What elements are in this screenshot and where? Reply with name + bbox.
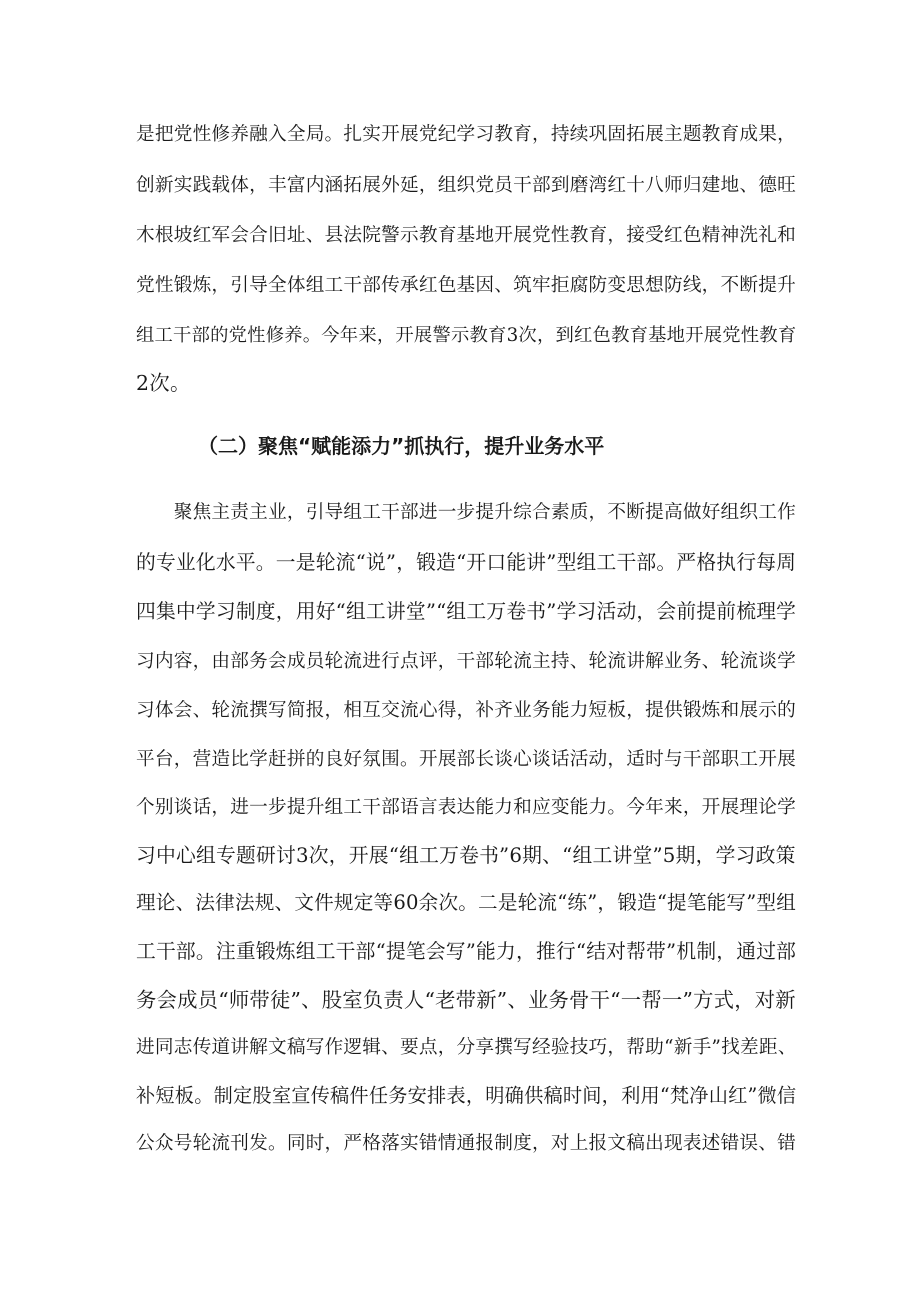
paragraph-1-line: 是把党性修养融入全局。扎实开展党纪学习教育，持续巩固拓展主题教育成果，: [136, 124, 796, 145]
paragraph-2-line: 务会成员“师带徒”、股室负责人“老带新”、业务骨干“一帮一”方式，对新: [136, 988, 796, 1012]
paragraph-2-line: 工干部。注重锻炼组工干部“提笔会写”能力，推行“结对帮带”机制，通过部: [136, 940, 797, 963]
paragraph-2-line: 四集中学习制度，用好“组工讲堂”“组工万卷书”学习活动，会前提前梳理学: [136, 600, 797, 623]
paragraph-1-line: 党性锻炼，引导全体组工干部传承红色基因、筑牢拒腐防变思想防线，不断提升: [136, 275, 796, 296]
paragraph-2-line: 平台，营造比学赶拼的良好氛围。开展部长谈心谈话活动，适时与干部职工开展: [136, 749, 796, 770]
paragraph-2-line: 习体会、轮流撰写简报，相互交流心得，补齐业务能力短板，提供锻炼和展示的: [136, 700, 796, 721]
paragraph-2-line: 补短板。制定股室宣传稿件任务安排表，明确供稿时间，利用“梵净山红”微信: [136, 1084, 797, 1107]
paragraph-1-line: 木根坡红军会合旧址、县法院警示教育基地开展党性教育，接受红色精神洗礼和: [136, 225, 796, 246]
paragraph-2-line: 个别谈话，进一步提升组工干部语言表达能力和应变能力。今年来，开展理论学: [136, 797, 796, 818]
paragraph-1-line: 2次。: [136, 371, 191, 395]
paragraph-2-line: 习内容，由部务会成员轮流进行点评，干部轮流主持、轮流讲解业务、轮流谈学: [136, 651, 796, 672]
paragraph-1-line: 创新实践载体，丰富内涵拓展外延，组织党员干部到磨湾红十八师归建地、德旺: [136, 175, 796, 196]
paragraph-2-line: 公众号轮流刊发。同时，严格落实错情通报制度，对上报文稿出现表述错误、错: [136, 1133, 796, 1154]
paragraph-2-line: 进同志传道讲解文稿写作逻辑、要点，分享撰写经验技巧，帮助“新手”找差距、: [136, 1037, 797, 1058]
paragraph-2-line: 聚焦主责主业，引导组工干部进一步提升综合素质，不断提高做好组织工作: [136, 502, 796, 523]
section-heading: （二）聚焦“赋能添力”抓执行，提升业务水平: [198, 434, 605, 458]
paragraph-2-line: 的专业化水平。一是轮流“说”，锻造“开口能讲”型组工干部。严格执行每周: [136, 551, 797, 574]
paragraph-2-line: 理论、法律法规、文件规定等60余次。二是轮流“练”，锻造“提笔能写”型组: [136, 891, 797, 914]
paragraph-1-line: 组工干部的党性修养。今年来，开展警示教育3次，到红色教育基地开展党性教育: [136, 325, 797, 346]
paragraph-2-line: 习中心组专题研讨3次，开展“组工万卷书”6期、“组工讲堂”5期，学习政策: [136, 844, 796, 867]
